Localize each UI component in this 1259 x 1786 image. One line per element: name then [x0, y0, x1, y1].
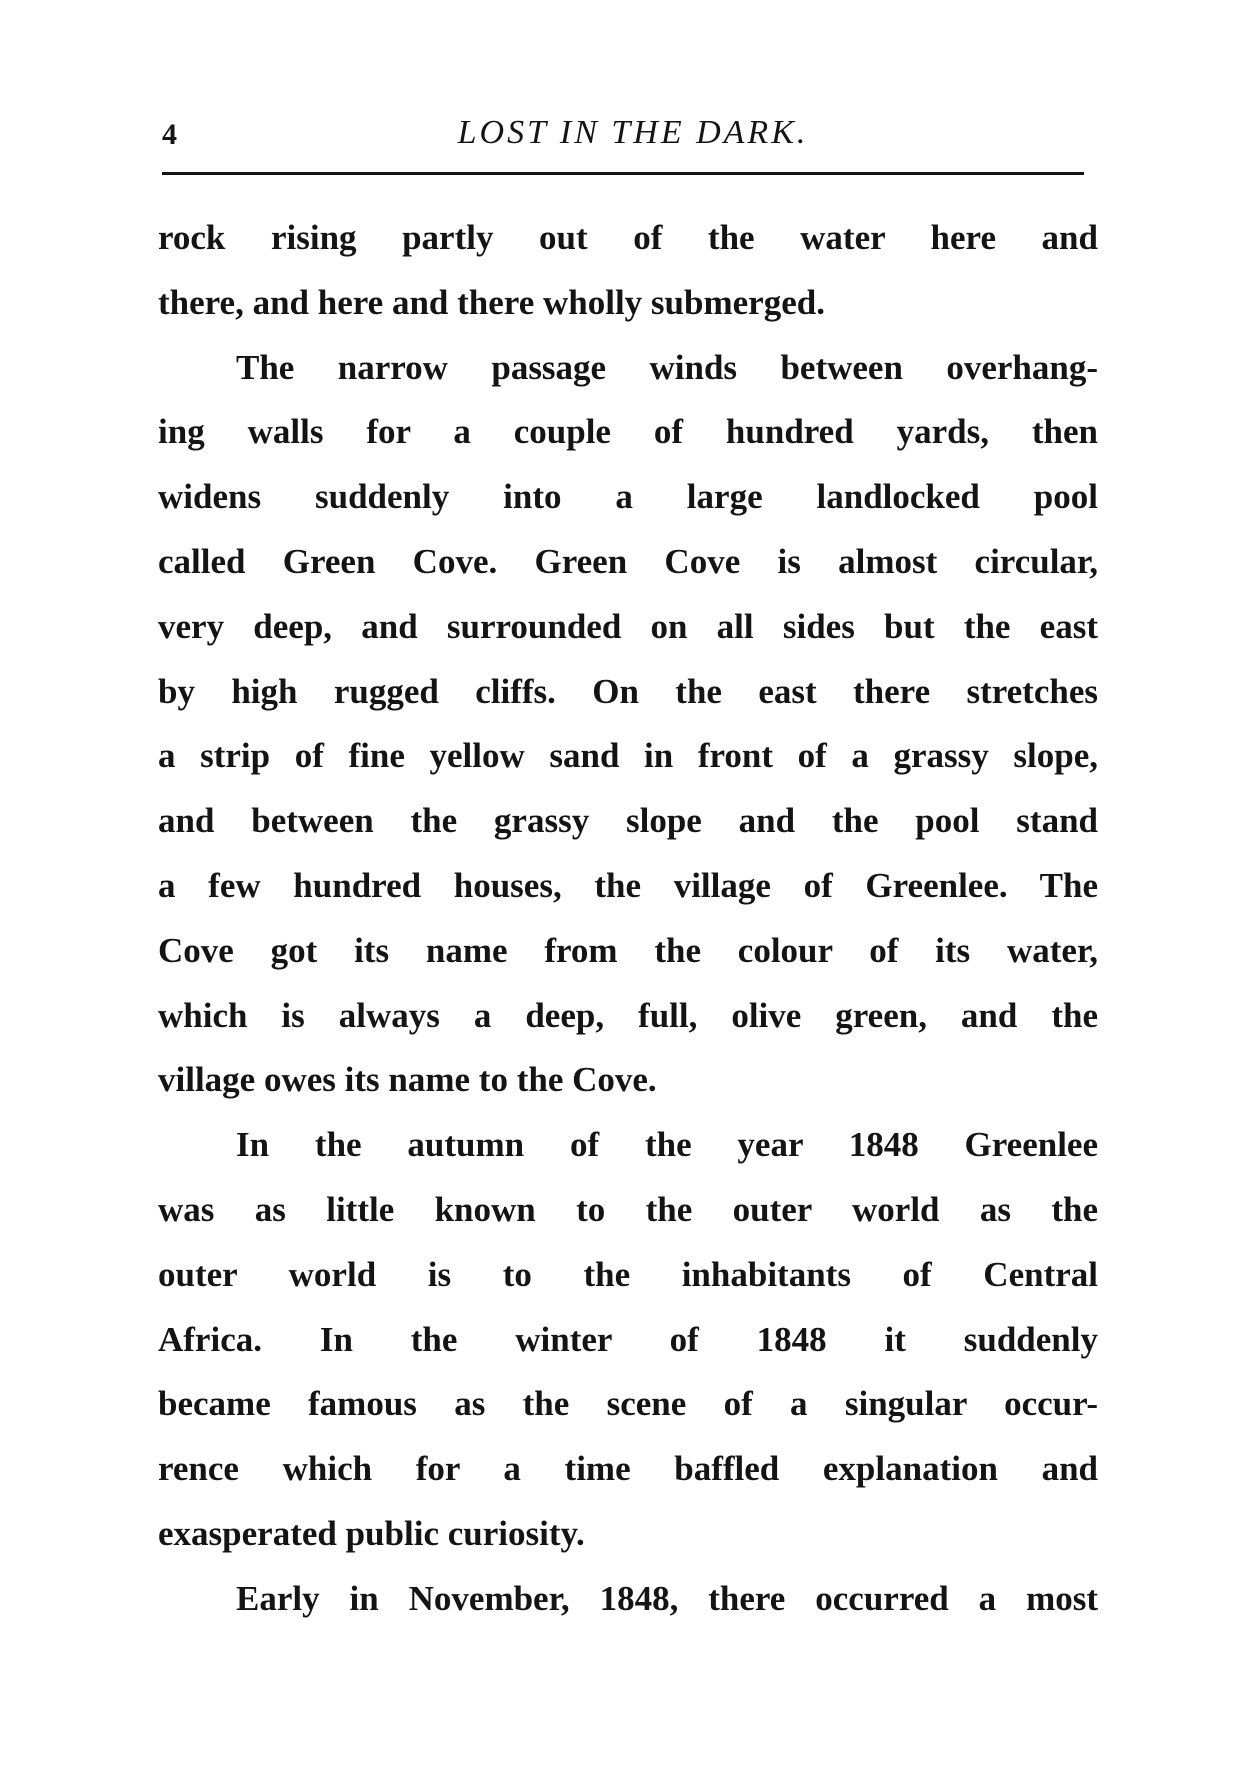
text-line: outer world is to the inhabitants of Central	[158, 1254, 1098, 1294]
text-line: village owes its name to the Cove.	[158, 1060, 657, 1100]
text-line: ing walls for a couple of hundred yards, then	[158, 412, 1098, 452]
text-line: Early in November, 1848, there occurred a most	[236, 1578, 1098, 1618]
body-text	[158, 206, 1098, 1632]
text-line: a few hundred houses, the village of Greenlee. The	[158, 865, 1098, 905]
text-line: The narrow passage winds between overhang-	[236, 347, 1098, 387]
text-line: was as little known to the outer world as the	[158, 1189, 1098, 1229]
text-line: rence which for a time baffled explanation and	[158, 1449, 1098, 1489]
text-line: Cove got its name from the colour of its water,	[158, 930, 1098, 970]
header-rule	[162, 172, 1084, 175]
running-title: LOST IN THE DARK.	[457, 114, 809, 151]
page-header	[162, 114, 1084, 160]
text-line: Africa. In the winter of 1848 it suddenly	[158, 1319, 1098, 1359]
text-line: there, and here and there wholly submerged.	[158, 282, 825, 322]
text-line: rock rising partly out of the water here and	[158, 218, 1098, 257]
text-line: by high rugged cliffs. On the east there stretches	[158, 671, 1098, 711]
text-line: and between the grassy slope and the pool stand	[158, 801, 1098, 841]
text-line: exasperated public curiosity.	[158, 1513, 585, 1553]
page-number: 4	[162, 118, 177, 151]
text-line: which is always a deep, full, olive green, and the	[158, 995, 1098, 1035]
text-line: widens suddenly into a large landlocked pool	[158, 477, 1098, 517]
text-line: In the autumn of the year 1848 Greenlee	[236, 1125, 1098, 1165]
text-line: a strip of fine yellow sand in front of a grassy slope,	[158, 736, 1098, 776]
text-line: called Green Cove. Green Cove is almost circular,	[158, 541, 1098, 581]
text-line: very deep, and surrounded on all sides but the east	[158, 606, 1098, 646]
text-line: became famous as the scene of a singular occur-	[158, 1384, 1098, 1424]
